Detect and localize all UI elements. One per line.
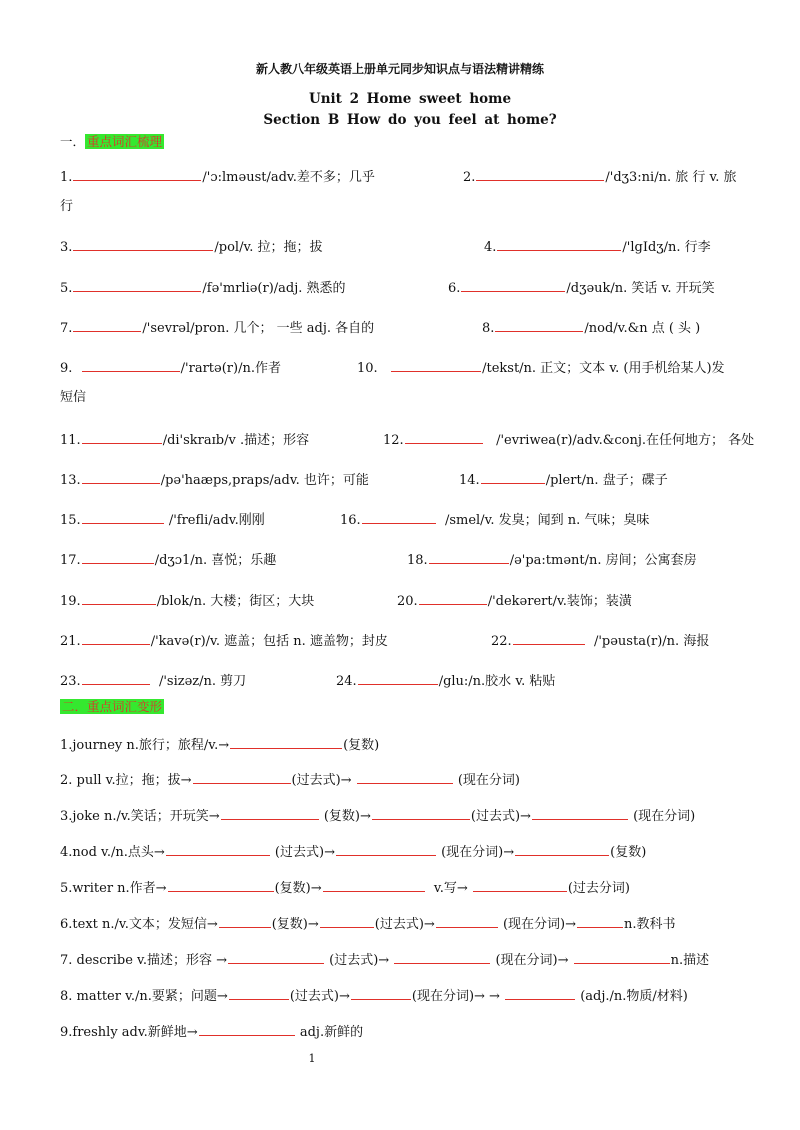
form-blank-7a[interactable] [228, 949, 324, 964]
vocab-item-7: 7. /'sevrəl/pron. 几个； 一些 adj. 各自的 [60, 317, 374, 338]
unit-title: Unit 2 Home sweet home [308, 91, 512, 107]
vocab-item-17: 17. /dʒɔ1/n. 喜悦；乐趣 [60, 549, 276, 570]
form-blank-3c[interactable] [532, 805, 628, 820]
form-blank-3b[interactable] [372, 805, 470, 820]
form-item-1: 1.journey n.旅行；旅程/v.→ (复数) [60, 734, 379, 755]
form-blank-8b[interactable] [351, 985, 411, 1000]
form-blank-6b[interactable] [320, 913, 374, 928]
form-item-9: 9.freshly adv.新鲜地→ adj.新鲜的 [60, 1021, 363, 1042]
section1-number: 一． [60, 134, 86, 149]
form-blank-6d[interactable] [577, 913, 623, 928]
section2-heading [60, 698, 164, 717]
vocab-item-10: 10. /tekst/n. 正文；文本 v. (用手机给某人)发 [357, 357, 725, 378]
form-blank-8c[interactable] [505, 985, 575, 1000]
vocab-item-11: 11. /di'skraɪb/v .描述；形容 [60, 429, 309, 450]
vocab-blank-14[interactable] [481, 469, 545, 484]
form-item-4: 4.nod v./n.点头→ (过去式)→ (现在分词)→ (复数) [60, 841, 646, 862]
form-blank-4a[interactable] [166, 841, 270, 856]
vocab-item-1: 1. /'ɔ:lməust/adv.差不多；几乎 [60, 166, 375, 187]
vocab-item-5: 5. /fə'mrliə(r)/adj. 熟悉的 [60, 277, 346, 298]
vocab-blank-9[interactable] [82, 357, 180, 372]
vocab-blank-20[interactable] [419, 590, 487, 605]
form-blank-2b[interactable] [357, 769, 453, 784]
vocab-blank-10[interactable] [391, 357, 481, 372]
vocab-blank-8[interactable] [495, 317, 583, 332]
vocab-item-12: 12. /'evriwea(r)/adv.&conj.在任何地方； 各处 [383, 429, 754, 450]
vocab-item-2-wrap: 行 [60, 199, 74, 214]
form-blank-1a[interactable] [230, 734, 342, 749]
vocab-blank-12[interactable] [405, 429, 483, 444]
vocab-blank-24[interactable] [358, 670, 438, 685]
vocab-item-21: 21. /'kavə(r)/v. 遮盖；包括 n. 遮盖物；封皮 [60, 630, 388, 651]
form-item-3: 3.joke n./v.笑话；开玩笑→ (复数)→ (过去式)→ (现在分词) [60, 805, 695, 826]
form-blank-6c[interactable] [436, 913, 498, 928]
form-item-8: 8. matter v./n.要紧；问题→ (过去式)→ (现在分词)→ → (adj./n.物质/材料) [60, 985, 688, 1006]
vocab-item-9: 9. /'rartə(r)/n.作者 [60, 357, 281, 378]
vocab-item-15: 15. /'frefli/adv.刚刚 [60, 509, 265, 530]
vocab-item-19: 19. /blok/n. 大楼；街区；大块 [60, 590, 314, 611]
vocab-blank-17[interactable] [82, 549, 154, 564]
vocab-item-20: 20. /'dekərert/v.装饰；装潢 [397, 590, 632, 611]
vocab-blank-1[interactable] [73, 166, 201, 181]
book-title: 新人教八年级英语上册单元同步知识点与语法精讲精练 [255, 62, 544, 76]
vocab-item-23: 23. /'sizəz/n. 剪刀 [60, 670, 246, 691]
vocab-blank-23[interactable] [82, 670, 150, 685]
form-blank-6a[interactable] [219, 913, 271, 928]
vocab-blank-21[interactable] [82, 630, 150, 645]
page-number: 1 [308, 1052, 316, 1065]
form-blank-7c[interactable] [574, 949, 670, 964]
form-blank-5c[interactable] [473, 877, 567, 892]
vocab-item-16: 16. /smel/v. 发臭；闻到 n. 气味；臭味 [340, 509, 649, 530]
form-blank-4c[interactable] [515, 841, 609, 856]
form-blank-5b[interactable] [323, 877, 425, 892]
vocab-blank-19[interactable] [82, 590, 156, 605]
vocab-item-13: 13. /pə'haæps,praps/adv. 也许；可能 [60, 469, 369, 490]
form-blank-3a[interactable] [221, 805, 319, 820]
vocab-blank-22[interactable] [513, 630, 585, 645]
vocab-blank-5[interactable] [73, 277, 201, 292]
vocab-blank-4[interactable] [497, 236, 621, 251]
vocab-blank-2[interactable] [476, 166, 604, 181]
section2-title: 二．重点词汇变形 [62, 699, 163, 714]
form-blank-2a[interactable] [193, 769, 291, 784]
vocab-item-10-wrap: 短信 [60, 390, 87, 405]
vocab-item-22: 22. /'pəusta(r)/n. 海报 [491, 630, 709, 651]
vocab-blank-11[interactable] [82, 429, 162, 444]
vocab-blank-13[interactable] [82, 469, 160, 484]
vocab-blank-18[interactable] [429, 549, 509, 564]
form-item-2: 2. pull v.拉；拖；拔→ (过去式)→ (现在分词) [60, 769, 520, 790]
form-item-7: 7. describe v.描述；形容 → (过去式)→ (现在分词)→ n.描述 [60, 949, 709, 970]
section1-title: 重点词汇梳理 [87, 134, 163, 149]
form-item-5: 5.writer n.作者→ (复数)→ v.写→ (过去分词) [60, 877, 630, 898]
vocab-blank-15[interactable] [82, 509, 164, 524]
form-blank-4b[interactable] [336, 841, 436, 856]
vocab-item-2: 2. /'dʒ3:ni/n. 旅 行 v. 旅 [463, 166, 737, 187]
vocab-blank-6[interactable] [461, 277, 565, 292]
vocab-item-6: 6. /dʒəuk/n. 笑话 v. 开玩笑 [448, 277, 715, 298]
vocab-blank-7[interactable] [73, 317, 141, 332]
vocab-blank-3[interactable] [73, 236, 213, 251]
form-blank-7b[interactable] [394, 949, 490, 964]
form-item-6: 6.text n./v.文本；发短信→ (复数)→ (过去式)→ (现在分词)→ n.教科书 [60, 913, 676, 934]
vocab-item-4: 4. /'lgIdʒ/n. 行李 [484, 236, 711, 257]
vocab-item-24: 24. /glu:/n.胶水 v. 粘贴 [336, 670, 555, 691]
vocab-item-8: 8. /nod/v.&n 点 ( 头 ) [482, 317, 700, 338]
form-blank-8a[interactable] [229, 985, 289, 1000]
vocab-item-18: 18. /ə'pa:tmənt/n. 房间；公寓套房 [407, 549, 697, 570]
vocab-item-14: 14. /plert/n. 盘子；碟子 [459, 469, 668, 490]
section1-heading [60, 133, 164, 152]
vocab-blank-16[interactable] [362, 509, 436, 524]
vocab-item-3: 3. /pol/v. 拉；拖；拔 [60, 236, 323, 257]
section-title: Section B How do you feel at home? [263, 112, 557, 128]
form-blank-5a[interactable] [168, 877, 274, 892]
form-blank-9a[interactable] [199, 1021, 295, 1036]
